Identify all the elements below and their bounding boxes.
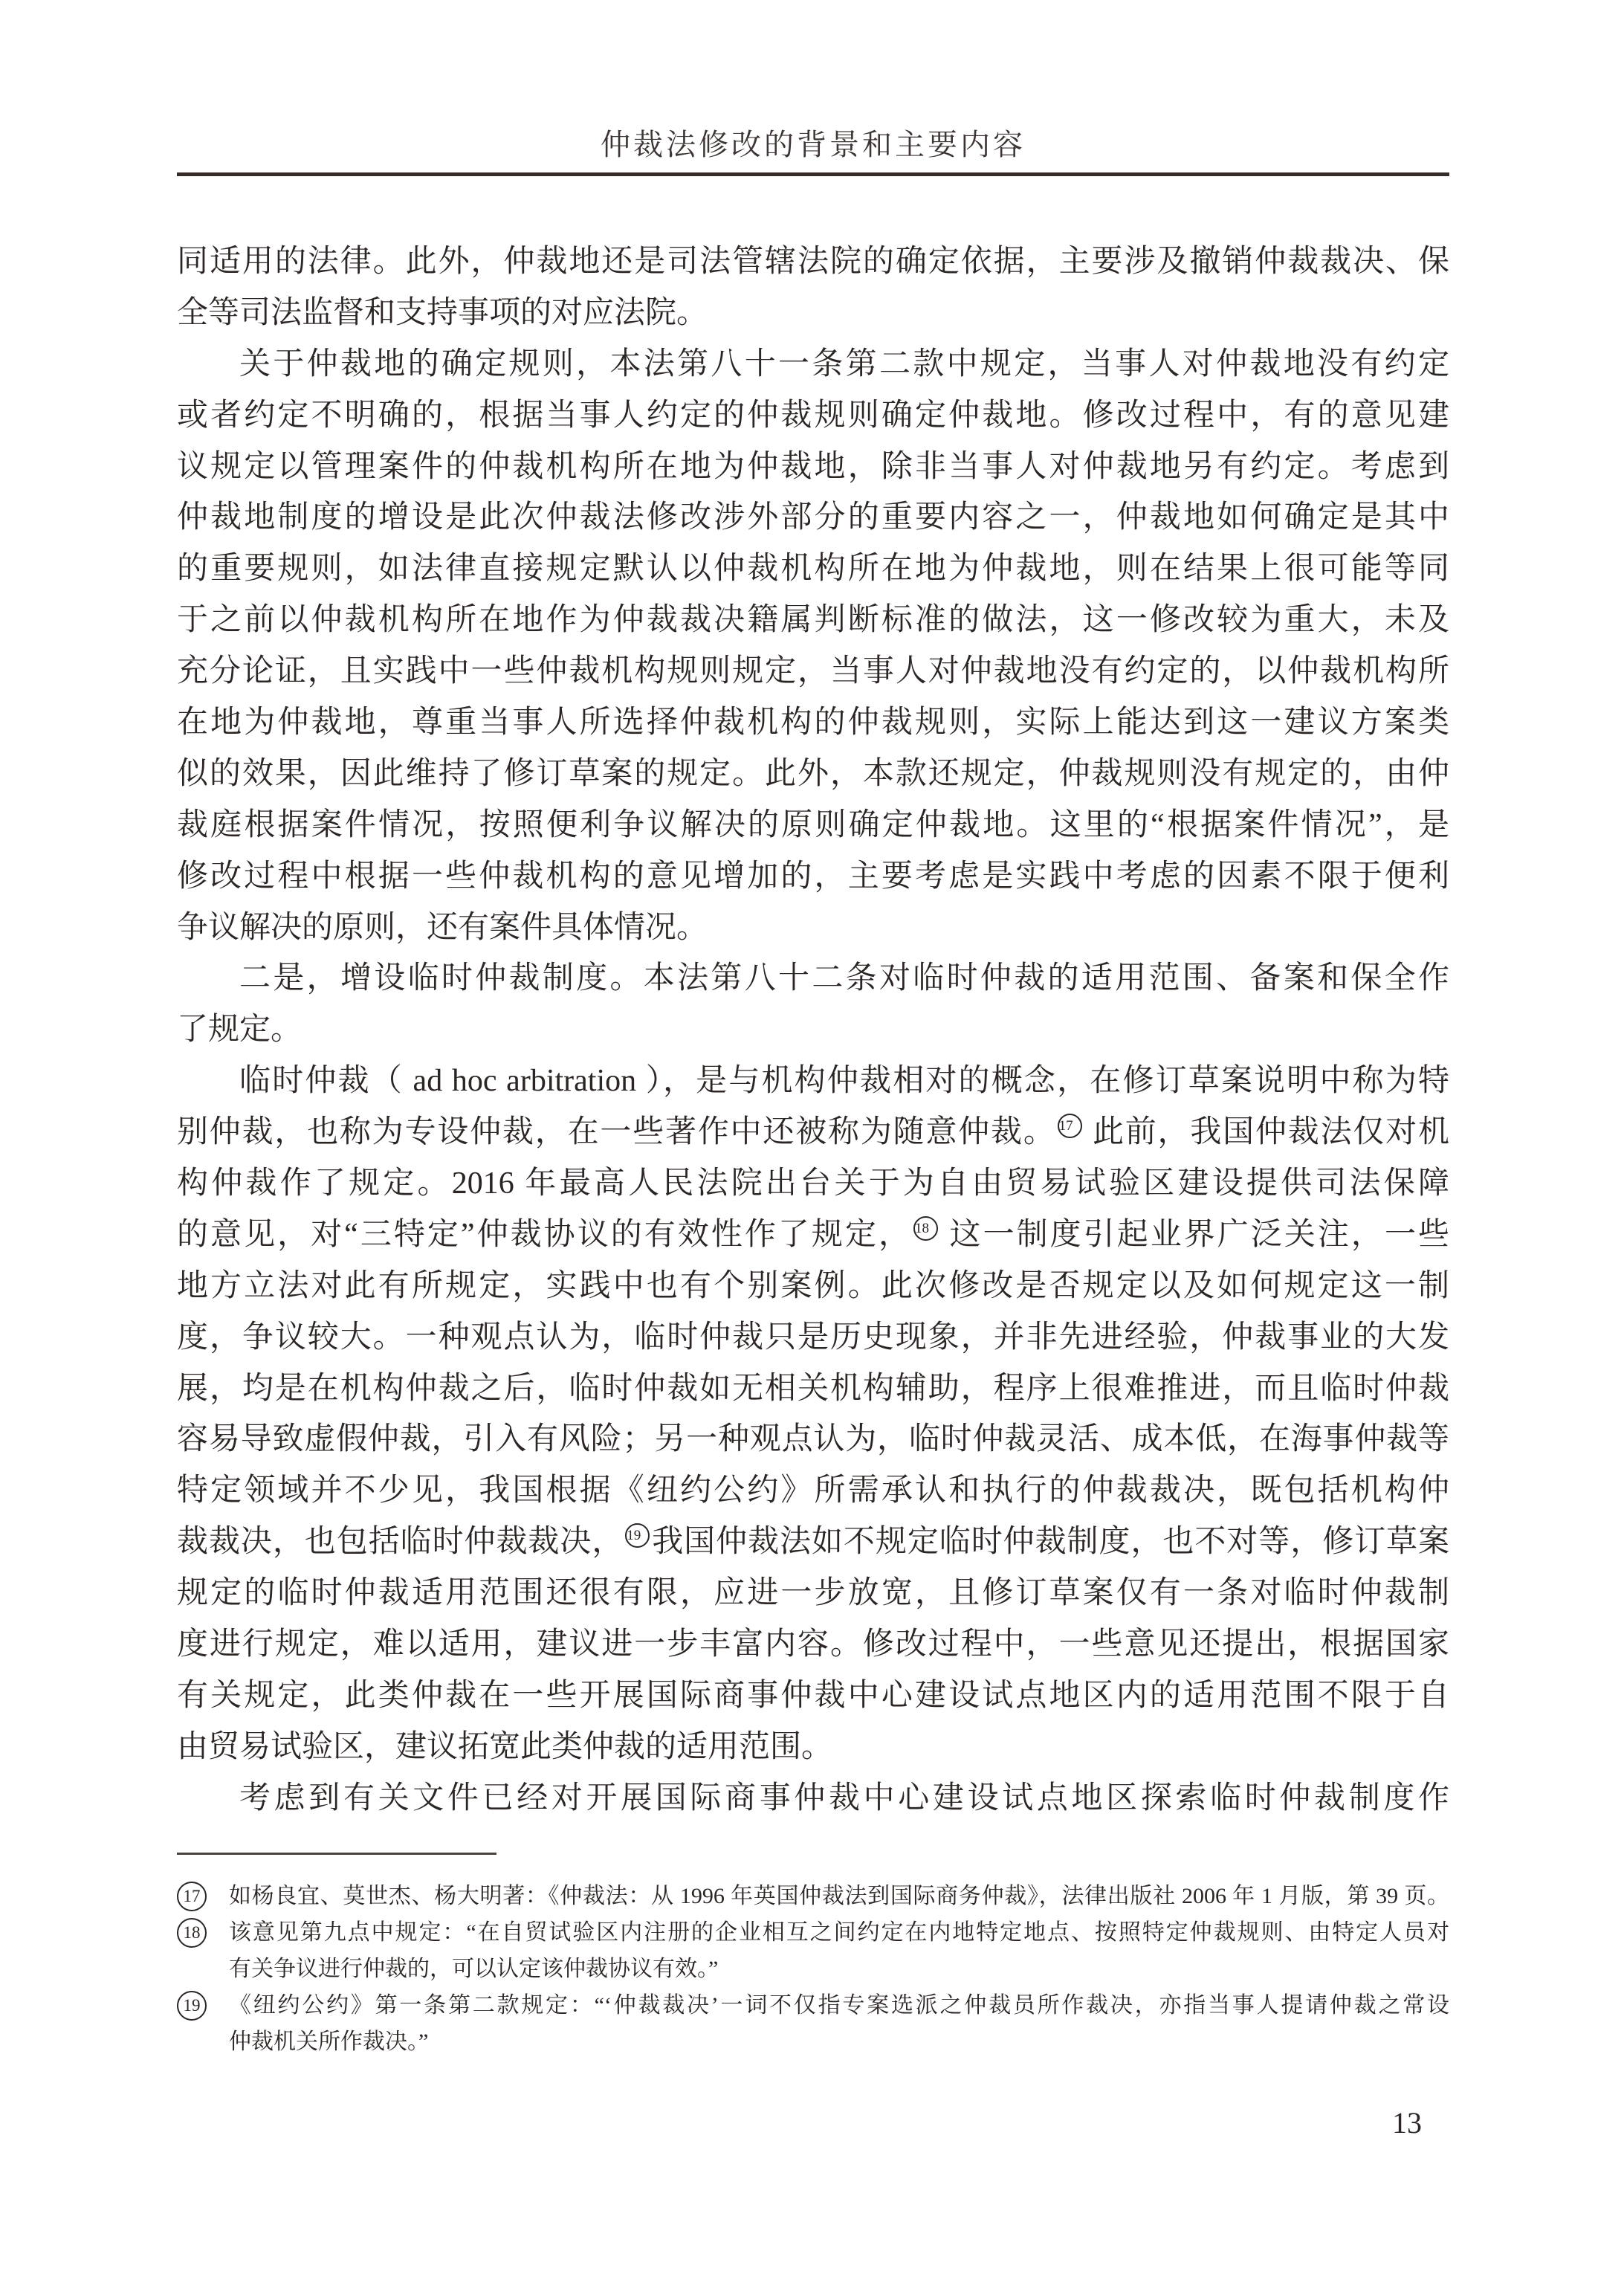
footnote-line: 该意见第九点中规定：“在自贸试验区内注册的企业相互之间约定在内地特定地点、按照特定仲裁规则、由特定人员对 xyxy=(229,1920,1449,1945)
body-line: 同适用的法律。此外，仲裁地还是司法管辖法院的确定依据，主要涉及撤销仲裁裁决、保 xyxy=(177,245,1449,279)
body-line: 全等司法监督和支持事项的对应法院。 xyxy=(177,295,708,330)
footnotes-section xyxy=(177,1878,1449,2060)
footnote-text xyxy=(229,1878,1449,1914)
body-text xyxy=(177,236,1449,1824)
body-line: 争议解决的原则，还有案件具体情况。 xyxy=(177,910,708,945)
footnote-ref-19: 19 xyxy=(625,1523,650,1548)
body-line xyxy=(177,1107,1449,1158)
body-line: 特定领域并不少见，我国根据《纽约公约》所需承认和执行的仲裁裁决，既包括机构仲 xyxy=(177,1473,1449,1508)
footnote-line: 仲裁机关所作裁决。” xyxy=(229,2029,429,2054)
footnote-text xyxy=(229,1914,1449,1987)
body-line: 在地为仲裁地，尊重当事人所选择仲裁机构的仲裁规则，实际上能达到这一建议方案类 xyxy=(177,705,1449,740)
body-line: 度，争议较大。一种观点认为，临时仲裁只是历史现象，并非先进经验，仲裁事业的大发 xyxy=(177,1320,1449,1354)
body-line: 充分论证，且实践中一些仲裁机构规则规定，当事人对仲裁地没有约定的，以仲裁机构所 xyxy=(177,654,1449,689)
footnote xyxy=(177,1987,1449,2060)
body-line: 修改过程中根据一些仲裁机构的意见增加的，主要考虑是实践中考虑的因素不限于便利 xyxy=(177,859,1449,894)
footnote-number xyxy=(177,1914,229,1987)
body-line: 二是，增设临时仲裁制度。本法第八十二条对临时仲裁的适用范围、备案和保全作 xyxy=(239,961,1449,996)
running-header-title: 仲裁法修改的背景和主要内容 xyxy=(601,128,1026,161)
footnote-ref-17: 17 xyxy=(1058,1114,1082,1138)
body-line: 有关规定，此类仲裁在一些开展国际商事仲裁中心建设试点地区内的适用范围不限于自 xyxy=(177,1678,1449,1713)
footnote-ref-18: 18 xyxy=(913,1216,938,1241)
body-line: 构仲裁作了规定。2016 年最高人民法院出台关于为自由贸易试验区建设提供司法保障 xyxy=(177,1166,1449,1201)
body-line-text: 的意见，对“三特定”仲裁协议的有效性作了规定， xyxy=(177,1217,913,1252)
body-line: 临时仲裁（ ad hoc arbitration ），是与机构仲裁相对的概念，在修订草案说明中称为特 xyxy=(239,1064,1449,1099)
footnote-number xyxy=(177,1987,229,2060)
body-line: 议规定以管理案件的仲裁机构所在地为仲裁地，除非当事人对仲裁地另有约定。考虑到 xyxy=(177,449,1449,484)
body-line-text: 此前，我国仲裁法仅对机 xyxy=(1083,1115,1449,1150)
footnote-number xyxy=(177,1878,229,1914)
body-line: 关于仲裁地的确定规则，本法第八十一条第二款中规定，当事人对仲裁地没有约定 xyxy=(239,346,1449,381)
footnote-divider xyxy=(177,1853,496,1855)
footnote xyxy=(177,1878,1449,1914)
body-line: 的重要规则，如法律直接规定默认以仲裁机构所在地为仲裁地，则在结果上很可能等同 xyxy=(177,552,1449,587)
footnote-line: 《纽约公约》第一条第二款规定：“‘仲裁裁决’一词不仅指专案选派之仲裁员所作裁决，亦指当事人提请仲裁之常设 xyxy=(229,1993,1449,2018)
body-line: 了规定。 xyxy=(177,1013,303,1047)
body-line: 容易导致虚假仲裁，引入有风险；另一种观点认为，临时仲裁灵活、成本低，在海事仲裁等 xyxy=(177,1422,1449,1457)
body-line: 规定的临时仲裁适用范围还很有限，应进一步放宽，且修订草案仅有一条对临时仲裁制 xyxy=(177,1576,1449,1611)
body-line: 展，均是在机构仲裁之后，临时仲裁如无相关机构辅助，程序上很难推进，而且临时仲裁 xyxy=(177,1371,1449,1406)
page-number: 13 xyxy=(1392,2106,1422,2140)
body-line: 地方立法对此有所规定，实践中也有个别案例。此次修改是否规定以及如何规定这一制 xyxy=(177,1268,1449,1303)
body-line-text: 裁裁决，也包括临时仲裁裁决， xyxy=(177,1525,624,1560)
footnote-text xyxy=(229,1987,1449,2060)
header-rule xyxy=(177,172,1449,176)
body-line: 考虑到有关文件已经对开展国际商事仲裁中心建设试点地区探索临时仲裁制度作 xyxy=(239,1780,1449,1815)
body-line: 裁庭根据案件情况，按照便利争议解决的原则确定仲裁地。这里的“根据案件情况”，是 xyxy=(177,807,1449,842)
footnote xyxy=(177,1914,1449,1987)
body-line-text: 这一制度引起业界广泛关注，一些 xyxy=(939,1217,1449,1252)
body-line-text: 别仲裁，也称为专设仲裁，在一些著作中还被称为随意仲裁。 xyxy=(177,1115,1056,1150)
body-line xyxy=(177,1517,1449,1568)
body-line: 于之前以仲裁机构所在地作为仲裁裁决籍属判断标准的做法，这一修改较为重大，未及 xyxy=(177,603,1449,638)
body-line: 似的效果，因此维持了修订草案的规定。此外，本款还规定，仲裁规则没有规定的，由仲 xyxy=(177,756,1449,791)
body-line: 由贸易试验区，建议拓宽此类仲裁的适用范围。 xyxy=(177,1729,833,1764)
body-line: 仲裁地制度的增设是此次仲裁法修改涉外部分的重要内容之一，仲裁地如何确定是其中 xyxy=(177,500,1449,535)
footnote-number-badge: 18 xyxy=(177,1918,207,1948)
footnote-number-badge: 19 xyxy=(177,1991,207,2021)
footnote-line: 如杨良宜、莫世杰、杨大明著：《仲裁法：从 1996 年英国仲裁法到国际商务仲裁》，法律出版社 2006 年 1 月版，第 39 页。 xyxy=(229,1884,1449,1908)
footnote-number-badge: 17 xyxy=(177,1882,207,1911)
body-line xyxy=(177,1210,1449,1261)
footnote-line: 有关争议进行仲裁的，可以认定该仲裁协议有效。” xyxy=(229,1957,719,1981)
body-line: 或者约定不明确的，根据当事人约定的仲裁规则确定仲裁地。修改过程中，有的意见建 xyxy=(177,398,1449,433)
body-line: 度进行规定，难以适用，建议进一步丰富内容。修改过程中，一些意见还提出，根据国家 xyxy=(177,1627,1449,1662)
body-line-text: 我国仲裁法如不规定临时仲裁制度，也不对等，修订草案 xyxy=(651,1525,1449,1560)
